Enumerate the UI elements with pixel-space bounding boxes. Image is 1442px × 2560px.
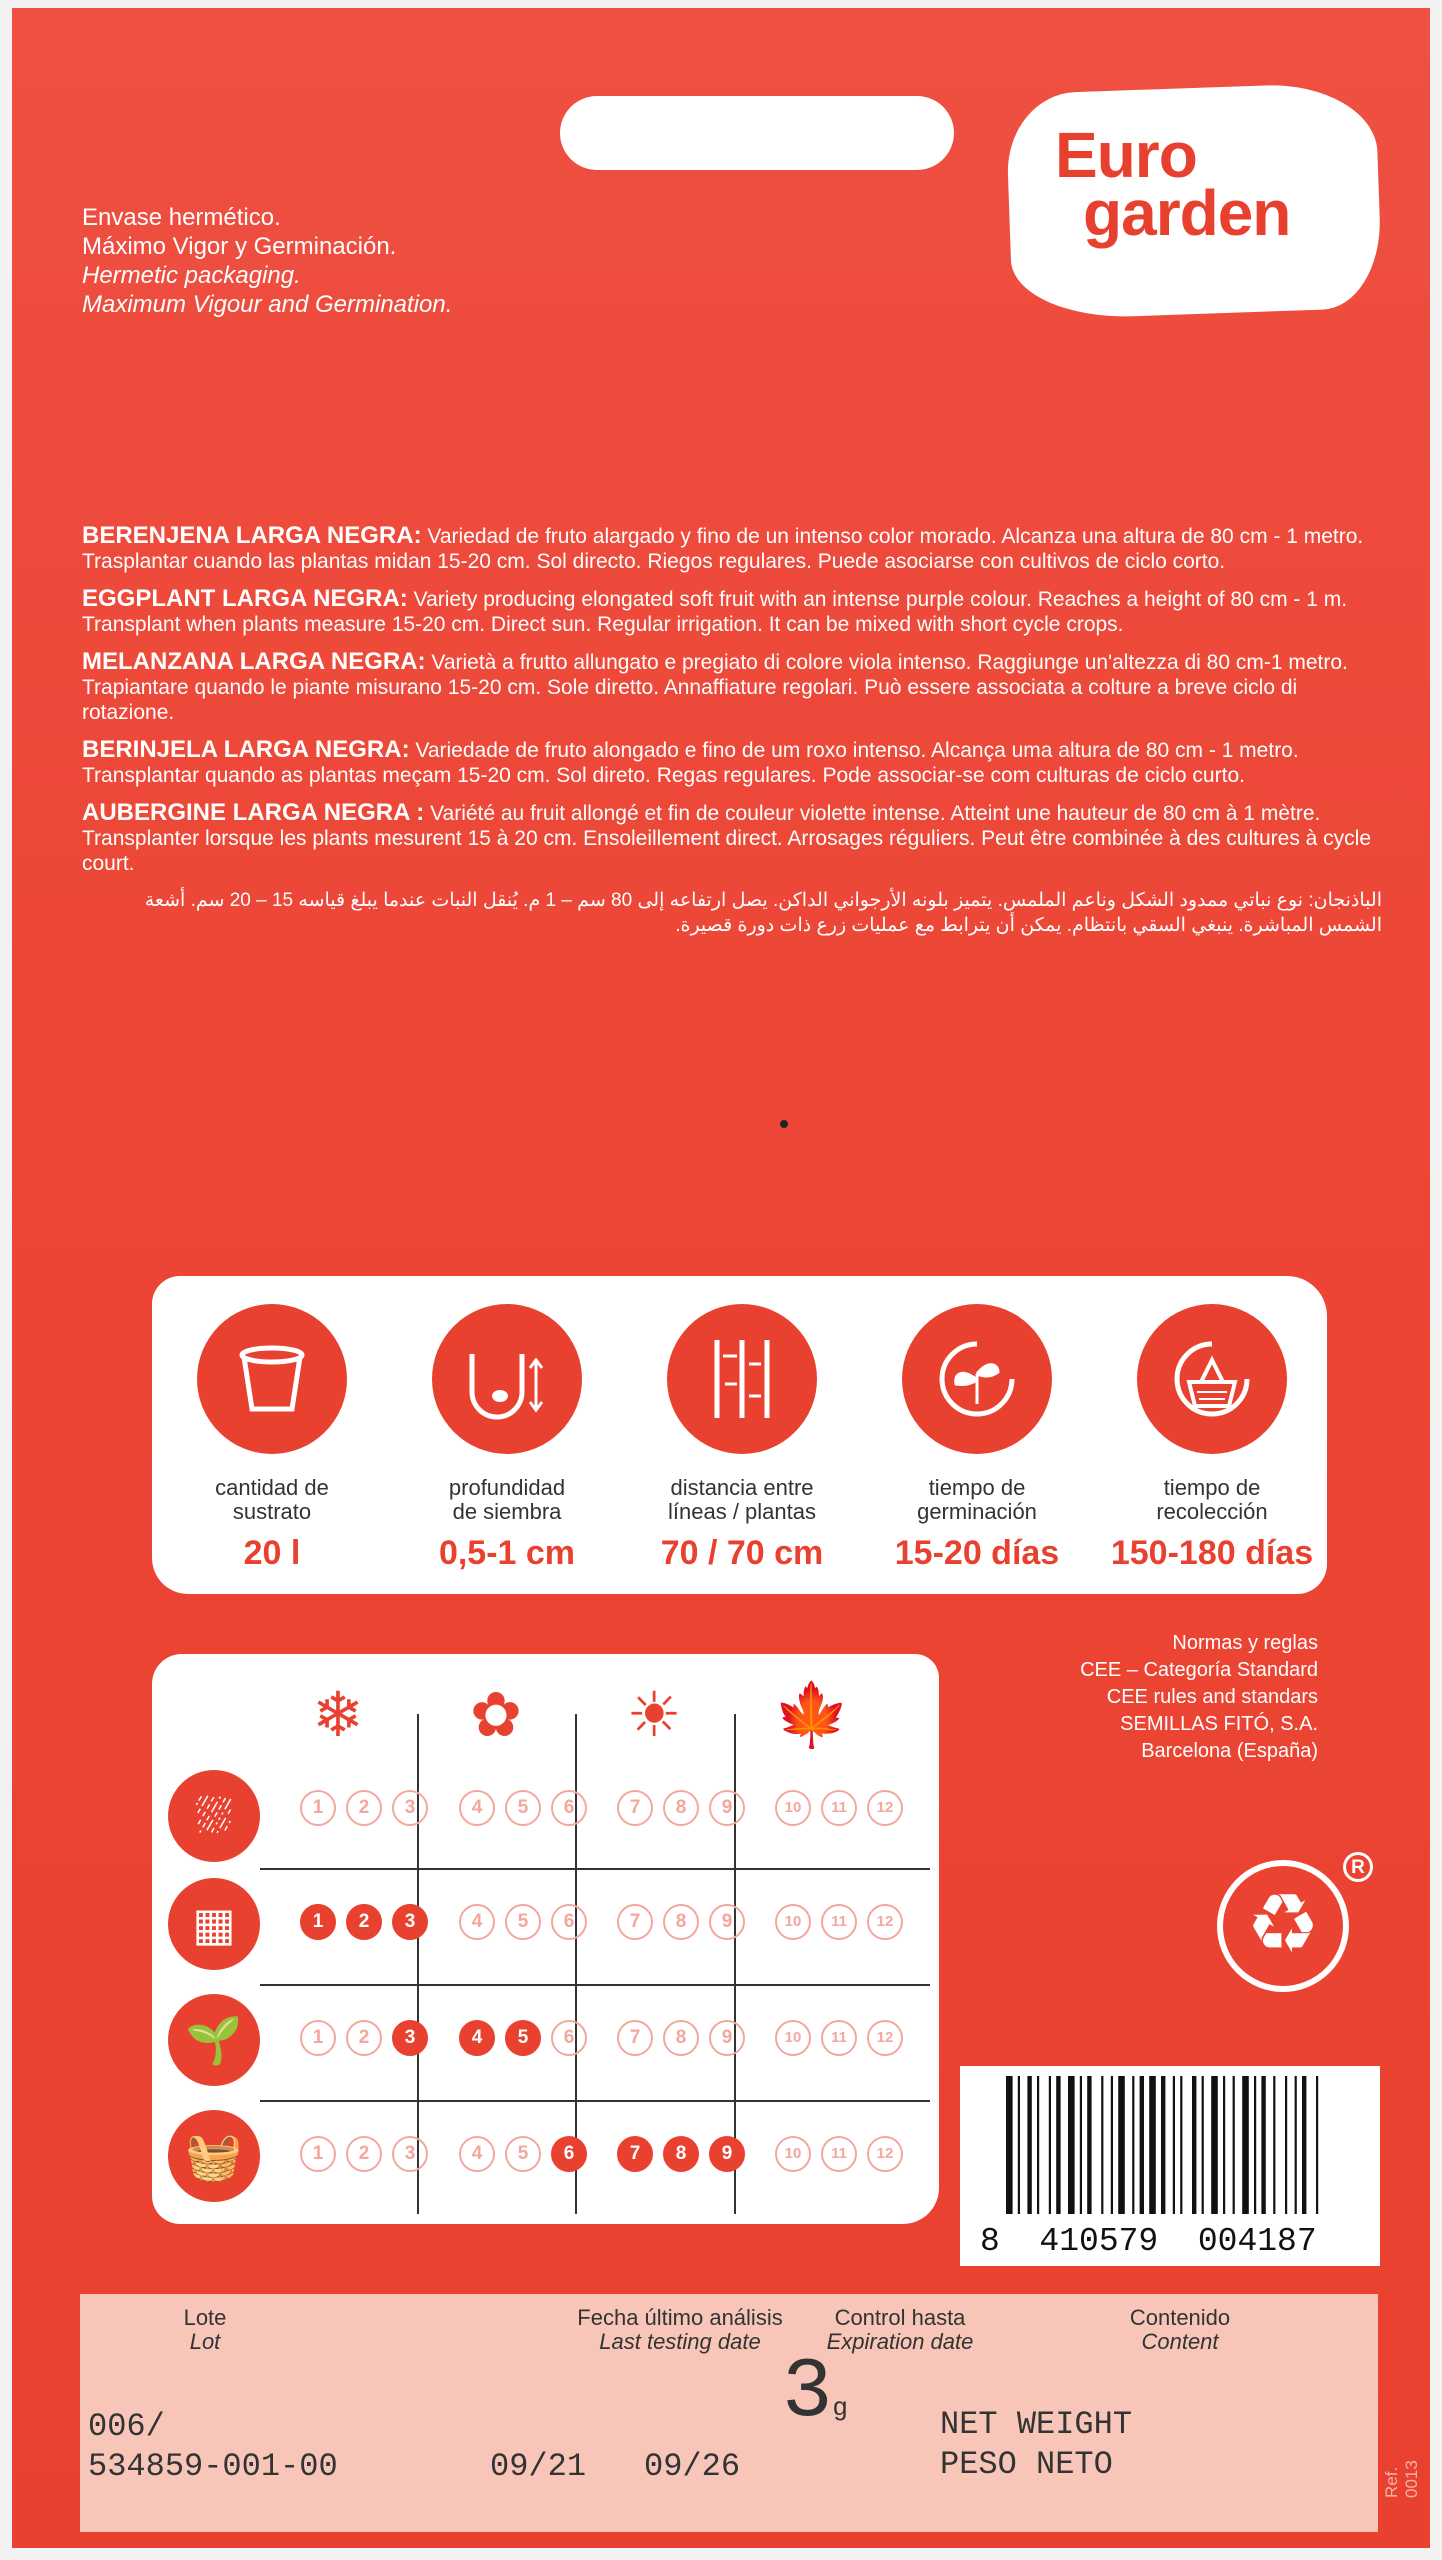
month-circle: 4 [459,2136,495,2172]
fact-label: líneas / plantas [668,1499,816,1524]
norms-block [1080,1630,1318,1765]
barcode-bar [1149,2076,1156,2214]
net-weight-value [782,2346,849,2450]
expiration-label: Control hasta [834,2305,966,2330]
barcode-bar [1211,2076,1218,2214]
calendar-divider [260,1984,930,1986]
month-circle: 10 [775,1904,811,1940]
harvest-icon [1137,1304,1287,1454]
fact-depth [387,1304,627,1573]
description-it [82,649,1382,725]
description-title: EGGPLANT LARGA NEGRA: [82,585,408,612]
barcode-bars [960,2076,1380,2226]
barcode-bar [1261,2076,1265,2214]
content-label-en: Content [1141,2329,1219,2354]
content-header [1080,2306,1280,2354]
month-circle: 2 [346,2136,382,2172]
month-circle: 7 [617,1904,653,1940]
month-circle: 10 [775,2020,811,2056]
description-text: Variety producing elongated soft fruit with an intense purple colour. Reaches a height of 80 cm - 1 m. Transplant when plants measure 15-20 cm. Direct sun. Regular irrigation. It can be mixed with short cycle crops. [82,588,1348,636]
calendar-divider [260,1868,930,1870]
barcode-bar [1101,2076,1103,2214]
fact-value: 150-180 días [1110,1534,1314,1572]
fact-label: distancia entre [670,1475,814,1500]
description-fr [82,800,1382,876]
batch-info [80,2294,1378,2532]
month-circle: 2 [346,2020,382,2056]
flower-icon: ✿ [470,1681,522,1750]
month-circle: 9 [709,1904,745,1940]
testing-date-header [550,2306,810,2354]
barcode-bar [1111,2076,1113,2214]
barcode-bar [1140,2076,1144,2214]
fact-germination [857,1304,1097,1573]
hermetic-en1: Hermetic packaging. [82,262,301,289]
barcode-bar [1285,2076,1287,2214]
barcode-bar [1233,2076,1235,2214]
month-circle: 9 [709,2136,745,2172]
eurogarden-logo [1055,119,1291,249]
barcode-bar [1080,2076,1082,2214]
sowing-seedbed-icon: ▦ [168,1878,260,1970]
germination-icon [902,1304,1052,1454]
description-pt [82,737,1382,788]
month-circle: 8 [663,2136,699,2172]
month-circle: 7 [617,2020,653,2056]
barcode-bar [1254,2076,1256,2214]
reference-code: Ref. 0013 [1382,2460,1421,2498]
lot-value-line2: 534859-001-00 [88,2448,338,2485]
hermetic-en2: Maximum Vigour and Germination. [82,291,453,318]
barcode-bar [1161,2076,1165,2214]
fact-label: tiempo de [928,1475,1026,1500]
fact-label: tiempo de [1163,1475,1261,1500]
hermetic-note [82,203,452,319]
sowing-calendar [152,1654,939,2224]
fact-value: 15-20 días [894,1534,1060,1572]
norms-line: CEE rules and standars [1106,1686,1318,1708]
description-text: Variété au fruit allongé et fin de couleur violette intense. Atteint une hauteur de 80 cm à 1 mètre. Transplanter lorsque les plants mesurent 15 à 20 cm. Ensoleillement direct. Arrosages réguliers. Peut être combinée à des cultures à cycle court. [82,802,1372,875]
fact-harvest [1092,1304,1332,1573]
month-circle: 12 [867,1790,903,1826]
fact-value: 20 l [243,1534,301,1572]
peso-neto-label: PESO NETO [940,2446,1113,2483]
month-circle: 7 [617,2136,653,2172]
month-circle: 8 [663,2020,699,2056]
month-circle: 8 [663,1790,699,1826]
print-dot [780,1120,788,1128]
month-circle: 1 [300,2136,336,2172]
lot-label-en: Lot [189,2329,221,2354]
month-circle: 6 [551,2136,587,2172]
month-circle: 8 [663,1904,699,1940]
maple-leaf-icon: 🍁 [773,1681,851,1750]
calendar-divider [260,2100,930,2102]
harvest-basket-icon: 🧺 [168,2110,260,2202]
barcode-bar [1068,2076,1075,2214]
logo-line1: Euro [1055,119,1197,191]
description-title: BERINJELA LARGA NEGRA: [82,736,410,763]
description-text: Varietà a frutto allungato e pregiato di colore viola intenso. Raggiunge un'altezza di 80 cm-1 metro. Trapiantare quando le piante misurano 15-20 cm. Sole diretto. Annaffiature regolari. Può essere associata a colture a breve ciclo di rotazione. [82,651,1348,724]
barcode-bar [1223,2076,1225,2214]
month-circle: 3 [392,1904,428,1940]
description-es [82,523,1382,574]
month-circle: 11 [821,1904,857,1940]
month-circle: 9 [709,1790,745,1826]
testing-date-label: Fecha último análisis [577,2305,783,2330]
month-circle: 10 [775,1790,811,1826]
month-circle: 5 [505,2020,541,2056]
fact-label: de siembra [452,1499,562,1524]
month-circle: 6 [551,2020,587,2056]
barcode-bar [1192,2076,1196,2214]
description-en [82,586,1382,637]
barcode-bar [1302,2076,1306,2214]
norms-line: SEMILLAS FITÓ, S.A. [1120,1713,1318,1735]
seed-depth-icon [432,1304,582,1454]
fact-label: germinación [917,1499,1037,1524]
month-circle: 1 [300,1904,336,1940]
month-circle: 2 [346,1790,382,1826]
variety-descriptions [82,523,1382,938]
barcode-bar [1173,2076,1175,2214]
green-dot-recycle-icon: ♻ [1217,1860,1349,1992]
fact-value: 0,5-1 cm [438,1534,576,1572]
month-circle: 6 [551,1904,587,1940]
expiration-label-en: Expiration date [826,2329,974,2354]
barcode-bar [1027,2076,1031,2214]
transplant-icon: 🌱 [168,1994,260,2086]
norms-line: Barcelona (España) [1141,1740,1318,1762]
norms-line: Normas y reglas [1172,1632,1318,1654]
content-label: Contenido [1129,2305,1231,2330]
barcode-bar [1049,2076,1051,2214]
hermetic-es1: Envase hermético. [82,204,281,231]
weight-unit: g [832,2393,849,2423]
month-circle: 12 [867,2020,903,2056]
barcode-bar [1132,2076,1134,2214]
description-title: AUBERGINE LARGA NEGRA : [82,799,425,826]
barcode-bar [1037,2076,1039,2214]
month-circle: 5 [505,1904,541,1940]
fact-label: recolección [1156,1499,1268,1524]
barcode [960,2066,1380,2266]
logo-line2: garden [1083,177,1291,249]
month-circle: 11 [821,2020,857,2056]
lot-value-line1: 006/ [88,2408,165,2445]
registered-icon: R [1343,1852,1373,1882]
barcode-bar [1242,2076,1249,2214]
fact-label: profundidad [448,1475,566,1500]
fact-spacing [622,1304,862,1573]
month-circle: 4 [459,1790,495,1826]
norms-line: CEE – Categoría Standard [1080,1659,1318,1681]
barcode-bar [1118,2076,1125,2214]
weight-number: 3 [782,2346,833,2441]
month-circle: 6 [551,1790,587,1826]
barcode-number: 8 410579 004187 [980,2223,1317,2260]
net-weight-label: NET WEIGHT [940,2406,1133,2443]
pot-icon [197,1304,347,1454]
barcode-bar [1316,2076,1318,2214]
description-title: BERENJENA LARGA NEGRA: [82,522,422,549]
month-circle: 12 [867,2136,903,2172]
row-spacing-icon [667,1304,817,1454]
growing-facts-card [152,1276,1327,1594]
month-circle: 7 [617,1790,653,1826]
barcode-bar [1006,2076,1013,2214]
description-title: MELANZANA LARGA NEGRA: [82,648,426,675]
expiration-value: 09/26 [644,2448,741,2485]
seed-packet-back [12,8,1430,2548]
month-circle: 3 [392,2020,428,2056]
sowing-field-icon: ⛆ [168,1770,260,1862]
sun-icon: ☀ [626,1681,682,1750]
lot-header [140,2306,270,2354]
month-circle: 5 [505,2136,541,2172]
description-text: Variedade de fruto alongado e fino de um roxo intenso. Alcança uma altura de 80 cm - 1 metro. Transplantar quando as plantas meçam 15-20 cm. Sol direto. Regas regulares. Pode associar-se com culturas de ciclo curto. [82,739,1299,787]
month-circle: 12 [867,1904,903,1940]
month-circle: 4 [459,1904,495,1940]
test-date-value: 09/21 [490,2448,587,2485]
month-circle: 2 [346,1904,382,1940]
month-circle: 4 [459,2020,495,2056]
fact-label: cantidad de [215,1475,329,1500]
description-ar: الباذنجان: نوع نباتي ممدود الشكل وناعم الملمس. يتميز بلونه الأرجواني الداكن. يصل ارتفاعه إلى 80 سم – 1 م. يُنقل النبات عندما يبلغ قياسه 15 – 20 سم. أشعة الشمس المباشرة. ينبغي السقي بانتظام. يمكن أن يترابط مع عمليات زرع ذات دورة قصيرة. [144,890,1382,936]
month-circle: 5 [505,1790,541,1826]
fact-value: 70 / 70 cm [660,1534,824,1572]
month-circle: 11 [821,1790,857,1826]
barcode-bar [1018,2076,1020,2214]
month-circle: 3 [392,1790,428,1826]
hermetic-es2: Máximo Vigor y Germinación. [82,233,397,260]
month-circle: 1 [300,2020,336,2056]
description-text: Variedad de fruto alargado y fino de un intenso color morado. Alcanza una altura de 80 cm - 1 metro. Trasplantar cuando las plantas midan 15-20 cm. Sol directo. Riegos regulares. Puede asociarse con cultivos de ciclo corto. [82,525,1364,573]
hang-hole [560,96,954,170]
month-circle: 11 [821,2136,857,2172]
barcode-bar [1295,2076,1297,2214]
lot-label: Lote [183,2305,227,2330]
snowflake-icon: ❄ [312,1681,364,1750]
barcode-bar [1180,2076,1182,2214]
barcode-bar [1087,2076,1091,2214]
month-circle: 3 [392,2136,428,2172]
testing-date-label-en: Last testing date [599,2329,761,2354]
month-circle: 1 [300,1790,336,1826]
barcode-bar [1056,2076,1060,2214]
fact-substrate [152,1304,392,1573]
barcode-bar [1202,2076,1204,2214]
month-circle: 9 [709,2020,745,2056]
month-circle: 10 [775,2136,811,2172]
fact-label: sustrato [232,1499,312,1524]
barcode-bar [1273,2076,1275,2214]
